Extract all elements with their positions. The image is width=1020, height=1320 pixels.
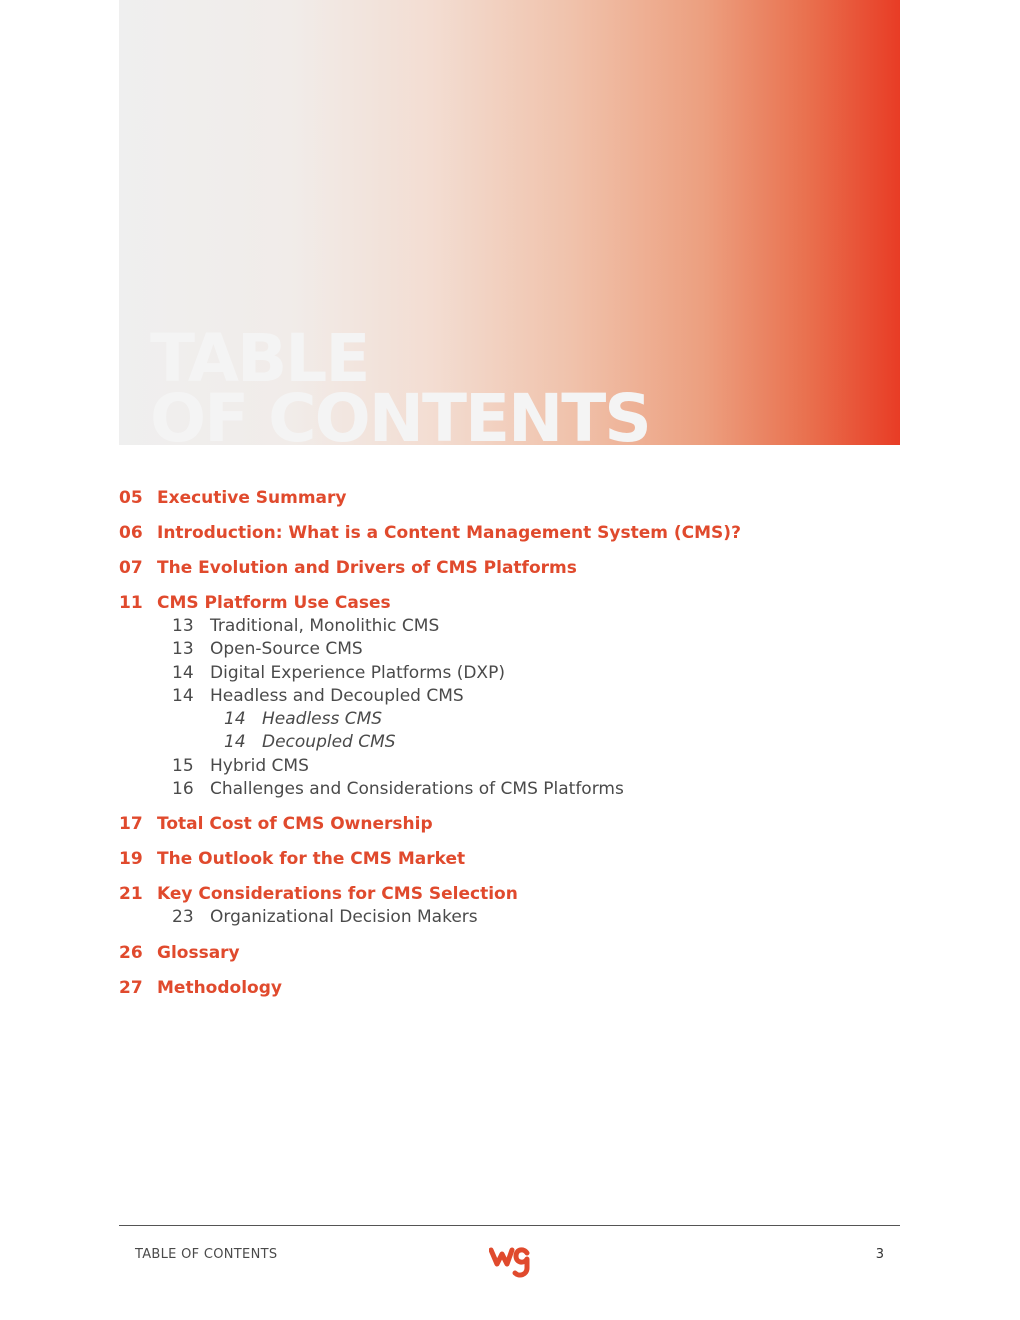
toc-entry[interactable] <box>119 556 899 580</box>
toc-page-number: 17 <box>119 814 143 835</box>
toc-title: Total Cost of CMS Ownership <box>157 814 433 835</box>
toc-page-number: 14 <box>224 709 246 730</box>
toc-entry[interactable] <box>119 941 899 965</box>
toc-subentry[interactable] <box>119 638 899 661</box>
toc-subentry[interactable] <box>119 755 899 778</box>
toc-page-number: 27 <box>119 977 143 998</box>
toc-page-number: 05 <box>119 488 143 508</box>
toc-page-number: 06 <box>119 523 143 543</box>
toc-subentry[interactable] <box>119 615 899 638</box>
toc-title: Decoupled CMS <box>262 732 396 753</box>
page-title-line-1: TABLE <box>150 326 369 397</box>
toc-title: Hybrid CMS <box>210 755 309 776</box>
page-title <box>150 326 670 456</box>
toc-title: Challenges and Considerations of CMS Platforms <box>210 779 624 800</box>
toc-entry[interactable] <box>119 486 899 510</box>
toc-page-number: 26 <box>119 942 143 963</box>
toc-subentry[interactable] <box>119 778 899 801</box>
toc-page-number: 13 <box>172 616 194 636</box>
toc-title: Executive Summary <box>157 488 347 508</box>
wg-logo-icon <box>489 1244 533 1280</box>
toc-page-number: 14 <box>172 662 194 683</box>
toc-title: Glossary <box>157 942 240 963</box>
table-of-contents-list <box>119 486 899 1000</box>
toc-page-number: 21 <box>119 884 143 905</box>
toc-title: The Outlook for the CMS Market <box>157 849 466 870</box>
toc-title: The Evolution and Drivers of CMS Platforms <box>157 558 577 578</box>
toc-title: Open-Source CMS <box>210 639 363 660</box>
toc-page-number: 19 <box>119 849 143 870</box>
toc-entry[interactable] <box>119 591 899 615</box>
toc-title: Methodology <box>157 977 282 998</box>
toc-entry[interactable] <box>119 812 899 836</box>
toc-page-number: 14 <box>172 685 194 706</box>
toc-page-number: 14 <box>224 732 246 753</box>
toc-title: Introduction: What is a Content Management System (CMS)? <box>157 523 741 543</box>
toc-title: Key Considerations for CMS Selection <box>157 884 518 905</box>
toc-subentry[interactable] <box>119 906 899 929</box>
toc-title: CMS Platform Use Cases <box>157 593 391 613</box>
toc-subentry[interactable] <box>119 685 899 708</box>
toc-entry[interactable] <box>119 976 899 1000</box>
toc-title: Organizational Decision Makers <box>210 907 478 928</box>
toc-subentry[interactable] <box>119 662 899 685</box>
toc-page-number: 13 <box>172 639 194 660</box>
toc-page-number: 07 <box>119 558 143 578</box>
footer-divider <box>119 1225 900 1226</box>
toc-subsubentry[interactable] <box>119 708 899 731</box>
toc-entry[interactable] <box>119 882 899 906</box>
toc-page-number: 11 <box>119 593 143 613</box>
toc-title: Headless and Decoupled CMS <box>210 685 464 706</box>
page-title-line-2: OF CONTENTS <box>150 380 650 456</box>
footer-section-label: TABLE OF CONTENTS <box>135 1247 278 1262</box>
toc-page-number: 16 <box>172 779 194 800</box>
toc-page-number: 23 <box>172 907 194 928</box>
footer-page-number: 3 <box>875 1247 884 1262</box>
toc-page-number: 15 <box>172 755 194 776</box>
toc-title: Headless CMS <box>262 709 383 730</box>
toc-title: Traditional, Monolithic CMS <box>210 616 440 636</box>
toc-entry[interactable] <box>119 847 899 871</box>
toc-entry[interactable] <box>119 521 899 545</box>
toc-subsubentry[interactable] <box>119 731 899 754</box>
toc-title: Digital Experience Platforms (DXP) <box>210 662 505 683</box>
